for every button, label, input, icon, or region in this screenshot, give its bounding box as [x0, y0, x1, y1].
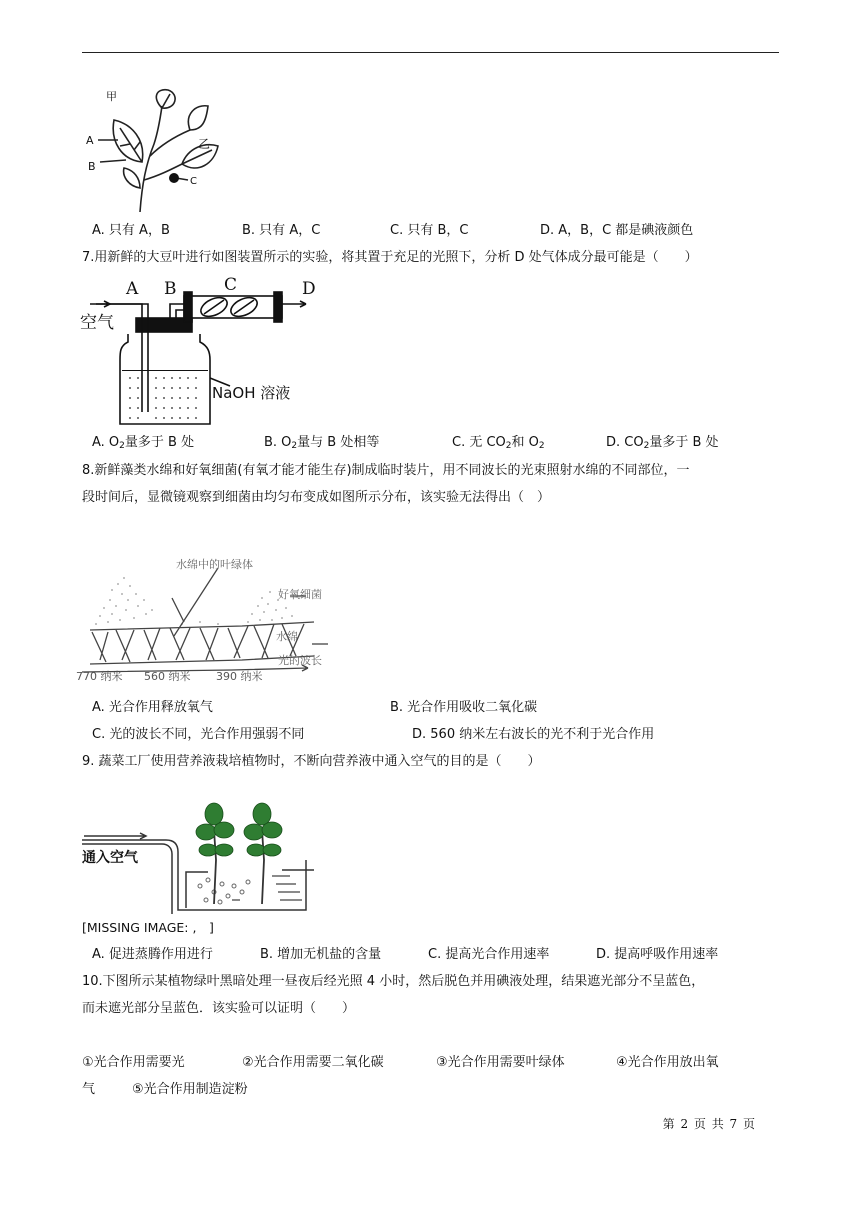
q10-stem-line2: 而未遮光部分呈蓝色．该实验可以证明（ ）	[82, 1001, 356, 1016]
q6-label-a: A	[86, 134, 94, 147]
q9-label-air-in: 通入空气	[82, 850, 138, 866]
q7-option-c[interactable]: C. 无 $CO_2$和 $O_2$	[452, 435, 545, 451]
q7-label-naoh: NaOH 溶液	[212, 384, 291, 402]
q8-label-chloroplast: 水绵中的叶绿体	[176, 558, 253, 571]
q8-spirogyra-figure	[76, 540, 332, 683]
q8-label-wavelength: 光的波长	[278, 654, 322, 667]
q8-stem-line2: 段时间后，显微镜观察到细菌由均匀布变成如图所示分布，该实验无法得出（ ）	[82, 490, 551, 505]
q7-stem: 7.用新鲜的大豆叶进行如图装置所示的实验，将其置于充足的光照下，分析 D 处气体成分最可能是（ ）	[82, 250, 698, 265]
q7-label-c: C	[224, 275, 238, 295]
q8-label-770: 770 纳米	[76, 670, 123, 683]
q7-option-b[interactable]: B. $O_2$量与 B 处相等	[264, 435, 380, 451]
q6-label-b: B	[88, 160, 96, 173]
q8-option-a[interactable]: A. 光合作用释放氧气	[92, 700, 213, 715]
q9-hydroponic-figure	[82, 800, 312, 914]
q6-leaf-figure	[84, 84, 224, 214]
q6-label-c: C	[190, 176, 197, 187]
q9-option-d[interactable]: D. 提高呼吸作用速率	[596, 947, 719, 962]
q9-option-a[interactable]: A. 促进蒸腾作用进行	[92, 947, 213, 962]
q10-statement-4-continuation: 气	[82, 1082, 96, 1097]
q6-option-a[interactable]: A. 只有 A，B	[92, 223, 170, 238]
q6-label-yi: 乙	[198, 137, 211, 151]
q7-label-d: D	[302, 279, 316, 299]
q7-label-air: 空气	[80, 313, 114, 333]
q7-apparatus-figure	[80, 274, 320, 430]
q8-label-560: 560 纳米	[144, 670, 191, 683]
q6-label-jia: 甲	[106, 90, 117, 103]
q8-stem-line1: 8.新鲜藻类水绵和好氧细菌(有氧才能才能生存)制成临时装片，用不同波长的光束照射水绵的不同部位，一	[82, 463, 690, 478]
q8-label-spirogyra: 水绵	[276, 630, 298, 643]
missing-image-placeholder: [MISSING IMAGE: , ]	[82, 920, 214, 935]
q9-stem: 9. 蔬菜工厂使用营养液栽培植物时，不断向营养液中通入空气的目的是（ ）	[82, 754, 541, 769]
q8-label-bacteria: 好氧细菌	[278, 588, 322, 601]
q9-option-c[interactable]: C. 提高光合作用速率	[428, 947, 550, 962]
q10-statement-4: ④光合作用放出氧	[616, 1055, 719, 1070]
q7-label-a: A	[126, 279, 139, 299]
q6-option-d[interactable]: D. A，B，C 都是碘液颜色	[540, 223, 694, 238]
q8-option-c[interactable]: C. 光的波长不同，光合作用强弱不同	[92, 727, 305, 742]
q8-option-d[interactable]: D. 560 纳米左右波长的光不利于光合作用	[412, 727, 655, 742]
q8-option-b[interactable]: B. 光合作用吸收二氧化碳	[390, 700, 538, 715]
q10-statement-3: ③光合作用需要叶绿体	[436, 1055, 565, 1070]
q7-label-b: B	[164, 279, 177, 299]
q10-stem-line1: 10.下图所示某植物绿叶黑暗处理一昼夜后经光照 4 小时，然后脱色并用碘液处理，结果遮光部分不呈蓝色，	[82, 974, 705, 989]
q7-option-a[interactable]: A. $O_2$量多于 B 处	[92, 435, 195, 451]
q6-option-c[interactable]: C. 只有 B，C	[390, 223, 469, 238]
header-rule	[82, 52, 779, 53]
q9-option-b[interactable]: B. 增加无机盐的含量	[260, 947, 382, 962]
q8-label-390: 390 纳米	[216, 670, 263, 683]
q6-option-b[interactable]: B. 只有 A，C	[242, 223, 321, 238]
q10-statement-1: ①光合作用需要光	[82, 1055, 185, 1070]
q10-statement-2: ②光合作用需要二氧化碳	[242, 1055, 384, 1070]
q7-option-d[interactable]: D. $CO_2$量多于 B 处	[606, 435, 719, 451]
page-footer: 第 2 页 共 7 页	[662, 1117, 756, 1131]
q10-statement-5: ⑤光合作用制造淀粉	[132, 1082, 248, 1097]
